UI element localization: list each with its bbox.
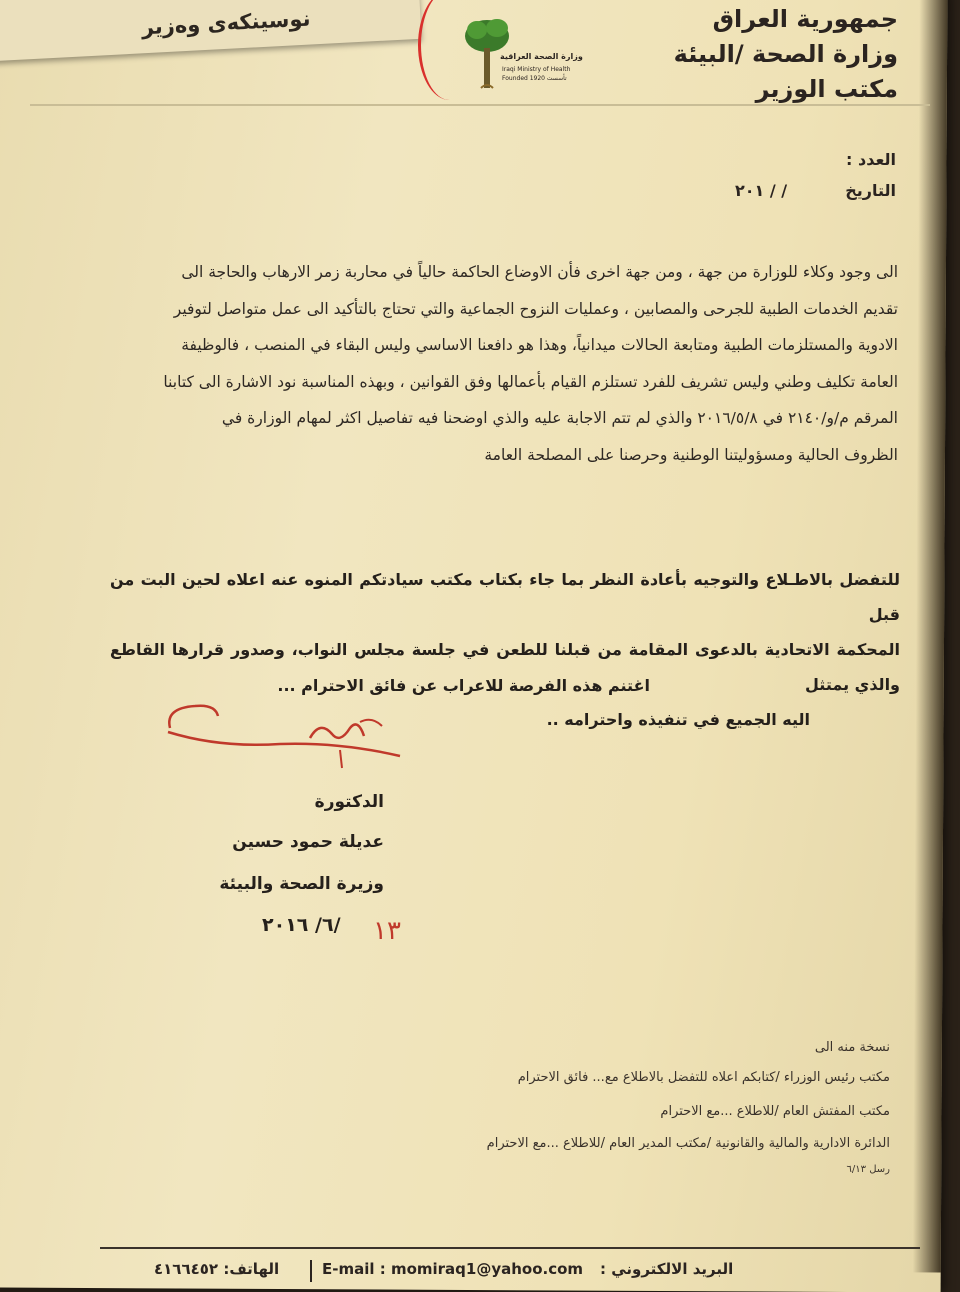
- footer-phone: الهاتف: ٤١٦٦٤٥٢: [154, 1260, 280, 1278]
- copy-recipient: الدائرة الادارية والمالية والقانونية /مكتب المدير العام /للاطلاع ...مع الاحترام: [486, 1136, 890, 1151]
- reference-number-label: العدد :: [846, 150, 896, 169]
- copies-header: نسخة منه الى: [814, 1040, 890, 1055]
- copy-recipient: مكتب رئيس الوزراء /كتابكم اعلاه للتفضل بالاطلاع مع... فائق الاحترام: [517, 1070, 890, 1085]
- logo-name-english: Iraqi Ministry of Health: [502, 66, 571, 73]
- closing-line: اغتنم هذه الفرصة للاعراب عن فائق الاحترام ...: [277, 676, 650, 695]
- request-line: المحكمة الاتحادية بالدعوى المقامة من قبلنا للطعن في جلسة مجلس النواب، وصدور قرارها القاطع والذي يمتثل: [110, 640, 900, 694]
- letter-body: [116, 254, 898, 473]
- signer-title: الدكتورة: [314, 792, 384, 812]
- signer-name: عديلة حمود حسين: [232, 832, 384, 852]
- letterhead-line-office: مكتب الوزير: [755, 75, 898, 103]
- body-line: الظروف الحالية ومسؤوليتنا الوطنية وحرصنا على المصلحة العامة: [484, 445, 898, 464]
- letter-footer: [140, 1256, 940, 1286]
- signature-date-day: ١٣: [373, 916, 401, 946]
- underlying-sheet-text: نوسينكەی وەزیر: [141, 6, 311, 40]
- dispatch-note: رسل ٦/١٣: [846, 1164, 890, 1175]
- letterhead-line-republic: جمهورية العراق: [712, 5, 898, 33]
- date-blanks: / / ٢٠١: [735, 181, 788, 200]
- footer-email: E-mail : momiraq1@yahoo.com: [322, 1260, 584, 1278]
- body-line: الى وجود وكلاء للوزارة من جهة ، ومن جهة اخرى فأن الاوضاع الحاكمة حالياً في محاربة زمر الارهاب والحاجة الى: [181, 263, 898, 281]
- letterhead-ministry: [638, 2, 898, 107]
- handwritten-signature: [160, 698, 420, 778]
- body-line: المرقم م/و/٢١٤٠ في ٢٠١٦/٥/٨ والذي لم تتم الاجابة عليه والذي اوضحنا فيه تفاصيل اكثر لمهام الوزارة في: [221, 409, 898, 427]
- copy-recipient: مكتب المفتش العام /للاطلاع ...مع الاحترام: [660, 1104, 890, 1119]
- date-label: التاريخ: [845, 181, 896, 200]
- logo-name-arabic: وزارة الصحة العراقية: [500, 52, 583, 61]
- logo-founded: Founded 1920 تأسست: [502, 75, 567, 82]
- request-line: للتفضل بالاطـلاع والتوجيه بأعادة النظر بما جاء بكتاب مكتب سيادتكم المنوه عنه اعلاه لحين البت من قبل: [110, 570, 900, 624]
- letterhead-line-ministry: وزارة الصحة /البيئة: [673, 40, 898, 68]
- body-line: الادوية والمستلزمات الطبية ومتابعة الحالات ميدانياً، وهذا هو دافعنا الاساسي وليس البقاء في المنصب ، فالوظيفة: [181, 336, 898, 354]
- body-line: العامة تكليف وطني وليس تشريف للفرد تستلزم القيام بأعمالها وفق القوانين ، وبهذه المناسبة نود الاشارة الى كتابنا: [163, 372, 898, 391]
- signature-date: /٦/ ٢٠١٦: [262, 914, 341, 936]
- letterhead-divider: [30, 104, 930, 106]
- footer-separator: [310, 1260, 312, 1282]
- body-line: تقديم الخدمات الطبية للجرحى والمصابين ، وعمليات النزوح الجماعية والتي تحتاج بالتأكيد الى عمل متواصل لتوفير: [173, 299, 898, 318]
- footer-divider: [100, 1247, 920, 1249]
- request-line: اليه الجميع في تنفيذه واحترامه ..: [546, 710, 810, 729]
- signer-position: وزيرة الصحة والبيئة: [219, 874, 384, 894]
- footer-email-label: البريد الالكتروني :: [600, 1260, 734, 1278]
